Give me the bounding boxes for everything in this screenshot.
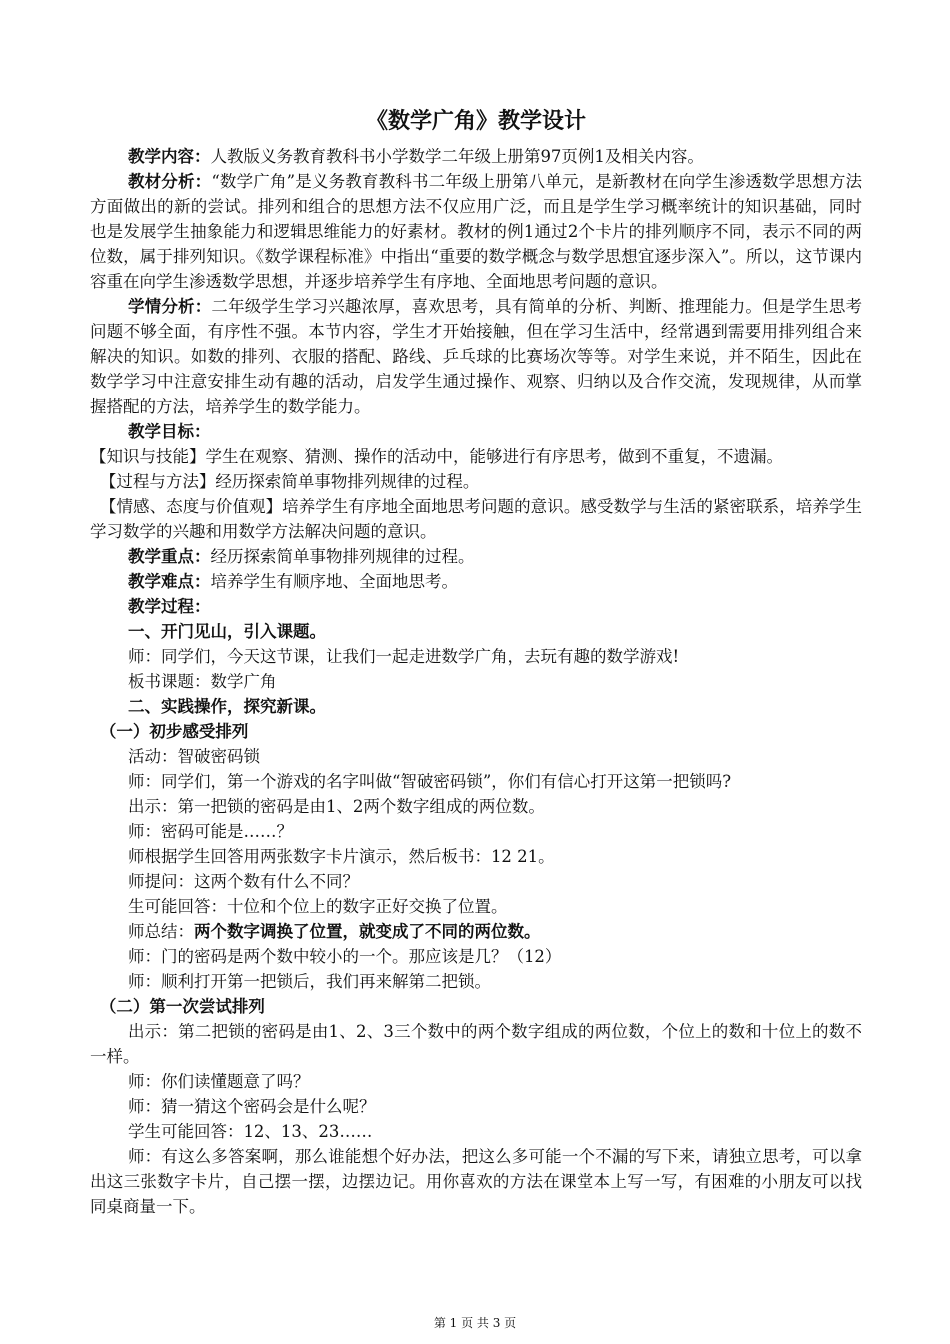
key-point-text: 经历探索简单事物排列规律的过程。 <box>210 547 475 566</box>
show-line-1: 出示：第一把锁的密码是由1、2两个数字组成的两位数。 <box>127 797 545 816</box>
textbook-analysis-label: 教材分析： <box>127 172 212 191</box>
student-analysis-label: 学情分析： <box>127 297 212 316</box>
teacher-line-9: 师：有这么多答案啊，那么谁能想个好办法，把这么多可能一个不漏的写下来，请独立思考，可以拿出这三张数字卡片，自己摆一摆，边摆边记。用你喜欢的方法在课堂本上写一写，有困难的小朋友可以找同桌商量一下。 <box>90 1147 862 1216</box>
textbook-analysis-text: “数学广角”是义务教育教科书二年级上册第八单元，是新教材在向学生渗透数学思想方法方面做出的新的尝试。排列和组合的思想方法不仅应用广泛，而且是学生学习概率统计的知识基础，同时也是发展学生抽象能力和逻辑思维能力的好素材。教材的例1通过2个卡片的排列顺序不同，表示不同的两位数，属于排列知识。《数学课程标准》中指出“重要的数学概念与数学思想宜逐步深入”。所以，这节课内容重在向学生渗透数学思想，并逐步培养学生有序地、全面地思考问题的意识。 <box>90 172 862 291</box>
document-page <box>90 104 862 1219</box>
subsection-1-heading: （一）初步感受排列 <box>99 722 249 741</box>
teaching-process-heading: 教学过程： <box>127 597 211 616</box>
subsection-2-heading: （二）第一次尝试排列 <box>99 997 265 1016</box>
teacher-line-6: 师：顺利打开第一把锁后，我们再来解第二把锁。 <box>127 972 491 991</box>
teacher-summary-prefix: 师总结： <box>127 922 194 941</box>
teaching-content-text: 人教版义务教育教科书小学数学二年级上册第97页例1及相关内容。 <box>210 147 704 166</box>
show-line-2: 出示：第二把锁的密码是由1、2、3三个数中的两个数字组成的两位数，个位上的数和十位上的数不一样。 <box>90 1022 862 1066</box>
teaching-content-label: 教学内容： <box>127 147 211 166</box>
difficulty-label: 教学难点： <box>127 572 211 591</box>
key-point-label: 教学重点： <box>127 547 211 566</box>
goal-emotion-values: 【情感、态度与价值观】培养学生有序地全面地思考问题的意识。感受数学与生活的紧密联系，培养学生学习数学的兴趣和用数学方法解决问题的意识。 <box>90 497 862 541</box>
student-line-1: 生可能回答：十位和个位上的数字正好交换了位置。 <box>127 897 508 916</box>
teacher-line-5: 师：门的密码是两个数中较小的一个。那应该是几？（12） <box>127 947 562 966</box>
key-point-paragraph <box>90 544 862 569</box>
section-1-heading: 一、开门见山，引入课题。 <box>127 622 326 641</box>
teacher-line-7: 师：你们读懂题意了吗？ <box>127 1072 310 1091</box>
difficulty-paragraph <box>90 569 862 594</box>
teaching-goals-heading: 教学目标： <box>127 422 211 441</box>
goal-knowledge-skills: 【知识与技能】学生在观察、猜测、操作的活动中，能够进行有序思考，做到不重复，不遗漏。 <box>90 447 783 466</box>
section-2-heading: 二、实践操作，探究新课。 <box>127 697 326 716</box>
textbook-analysis-paragraph <box>90 169 862 294</box>
student-line-2: 学生可能回答：12、13、23…… <box>127 1122 373 1141</box>
teacher-summary-text: 两个数字调换了位置，就变成了不同的两位数。 <box>193 922 541 941</box>
section-1-teacher-line: 师：同学们，今天这节课，让我们一起走进数学广角，去玩有趣的数学游戏! <box>127 647 680 666</box>
goal-process-method: 【过程与方法】经历探索简单事物排列规律的过程。 <box>99 472 480 491</box>
teacher-line-8: 师：猜一猜这个密码会是什么呢？ <box>127 1097 376 1116</box>
teacher-line-1: 师：同学们，第一个游戏的名字叫做“智破密码锁”，你们有信心打开这第一把锁吗? <box>127 772 732 791</box>
section-1-board-title: 板书课题：数学广角 <box>127 672 277 691</box>
activity-line: 活动：智破密码锁 <box>127 747 260 766</box>
teaching-content-paragraph <box>90 144 862 169</box>
document-title: 《数学广角》教学设计 <box>365 108 586 134</box>
teacher-line-2: 师：密码可能是……？ <box>127 822 293 841</box>
difficulty-text: 培养学生有顺序地、全面地思考。 <box>210 572 458 591</box>
student-analysis-paragraph <box>90 294 862 419</box>
teacher-line-4: 师提问：这两个数有什么不同？ <box>127 872 359 891</box>
page-footer: 第 1 页 共 3 页 <box>433 1316 517 1330</box>
student-analysis-text: 二年级学生学习兴趣浓厚，喜欢思考，具有简单的分析、判断、推理能力。但是学生思考问题不够全面，有序性不强。本节内容，学生才开始接触，但在学习生活中，经常遇到需要用排列组合来解决的知识。如数的排列、衣服的搭配、路线、乒乓球的比赛场次等等。对学生来说，并不陌生，因此在数学学习中注意安排生动有趣的活动，启发学生通过操作、观察、归纳以及合作交流，发现规律，从而掌握搭配的方法，培养学生的数学能力。 <box>90 297 862 416</box>
teacher-summary-line <box>90 919 862 944</box>
teacher-line-3: 师根据学生回答用两张数字卡片演示，然后板书：12 21。 <box>127 847 555 866</box>
